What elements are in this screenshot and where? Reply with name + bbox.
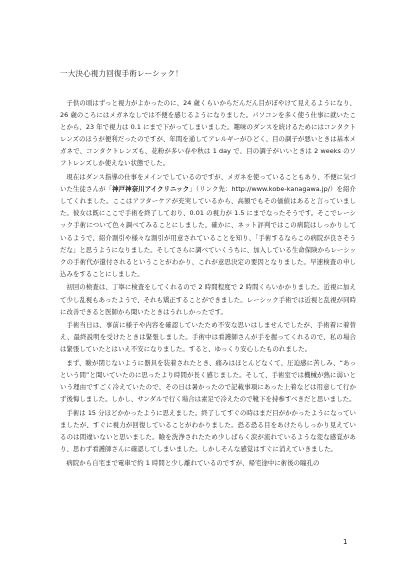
paragraph-text: ）を紹介してくれました。ここはアフターケアが充実しているから、高額でもその価値はあると言っていました。彼女は既にここで手術を終了しており、0.01 の視力が 1.5 にまでなったそうです。そこでレーシック手術について色々調べてみることにしました。確かに、ネット評判ではこの病院はしっかりしているようで、紹介割引や様々な割引が用意されていることを知り、「手術するならこの病院が良さそうだな」と思うようになりました。そしてさらに調べていくうちに、加入している生命保険からレーシックの手術代が還付されるということがわかり、これが意思決定の要因となりました。早速検査の申し込みをすることにしました。 <box>60 185 357 278</box>
clinic-name: 神戸神奈川アイクリニック <box>112 185 190 194</box>
paragraph: 初回の検査は、丁寧に検査をしてくれるので 2 時間程度で 2 時間くらいかかりました。近視に加えて少し乱視もあったようで、それも矯正することができました。レーシック手術では近視と乱視が同時に改善できると医師から聞いたときはうれしかったです。 <box>60 283 356 316</box>
paragraph: 手術は 15 分ほどかかったように思えました。終了してすぐの時はまだ目がかかったようになっていましたが、すぐに視力が回復していることがわかりました。恐る恐る目をあけたらしっかり見えているのは間違いないと思いました。瞼を洗浄されたため少しばらく涙が流れているような変な感覚があり、思わず看護師さんに確認してしまいました。しかしそんな感覚はすぐに消えていきました。 <box>60 408 356 454</box>
clinic-url: http://www.kobe-kanagawa.jp/ <box>231 185 330 194</box>
paragraph-text: 現在はダンス指導の仕事をメインでしているのですが、メガネを使っていることもあり、不便に気づいた生徒さんが「 <box>60 173 356 194</box>
paragraph: まず、瞼が閉じないように器具を装着されたとき、痛みはほとんどなくて、圧迫感に苦しみ、“あっという間”と聞いていたのに思ったより時間が長く感じました。そして、手術室では機械が熱に弱いという理由ですごく冷えていたので、その日は暑かったので記載事項にあった上着などは用意して行かず後悔しました。しかし、サンダルで行く場合は素足で冷えたので靴下を持参すべきだと思いました。 <box>60 358 356 404</box>
paragraph: 子供の頃はずっと視力がよかったのに、24 歳くらいからだんだん目がぼやけて見えるようになり、26 歳のころにはメガネなしでは不便を感じるようになりました。パソコンを多く使う仕事に就いたことから、23 年で視力は 0.1 にまで下がってしまいました。趣味のダンスを続けるためにはコンタクトレンズのほうが便利だったのですが、年間を通してアレルギーがひどく、目の調子が悪いときは基本メガネで、コンタクトレンズも、花粉が多い春や秋は 1 day で、目の調子がいいときは 2 weeks のソフトレンズしか使えない状態でした。 <box>60 99 356 168</box>
paragraph: 手術当日は、事前に様子や内容を確認していたため不安な思いはしませんでしたが、手術着に着替え、最終説明を受けたときは緊張しました。手術中は看護師さんが手を握ってくれるので、私の場合は緊張していたとはいえ不安になりました。すると、ゆっくり安心したものれました。 <box>60 321 356 354</box>
paragraph-text: 」（リンク先： <box>189 185 232 194</box>
paragraph: 病院から自宅まで電車で約 1 時間と少し離れているのですが、帰宅途中に術後の瞳孔の <box>66 458 320 467</box>
paragraph <box>60 171 356 280</box>
document-title: 一大決心視力回復手術レーシック！ <box>60 69 183 78</box>
page-number: 1 <box>343 538 348 546</box>
document-body <box>60 97 356 470</box>
